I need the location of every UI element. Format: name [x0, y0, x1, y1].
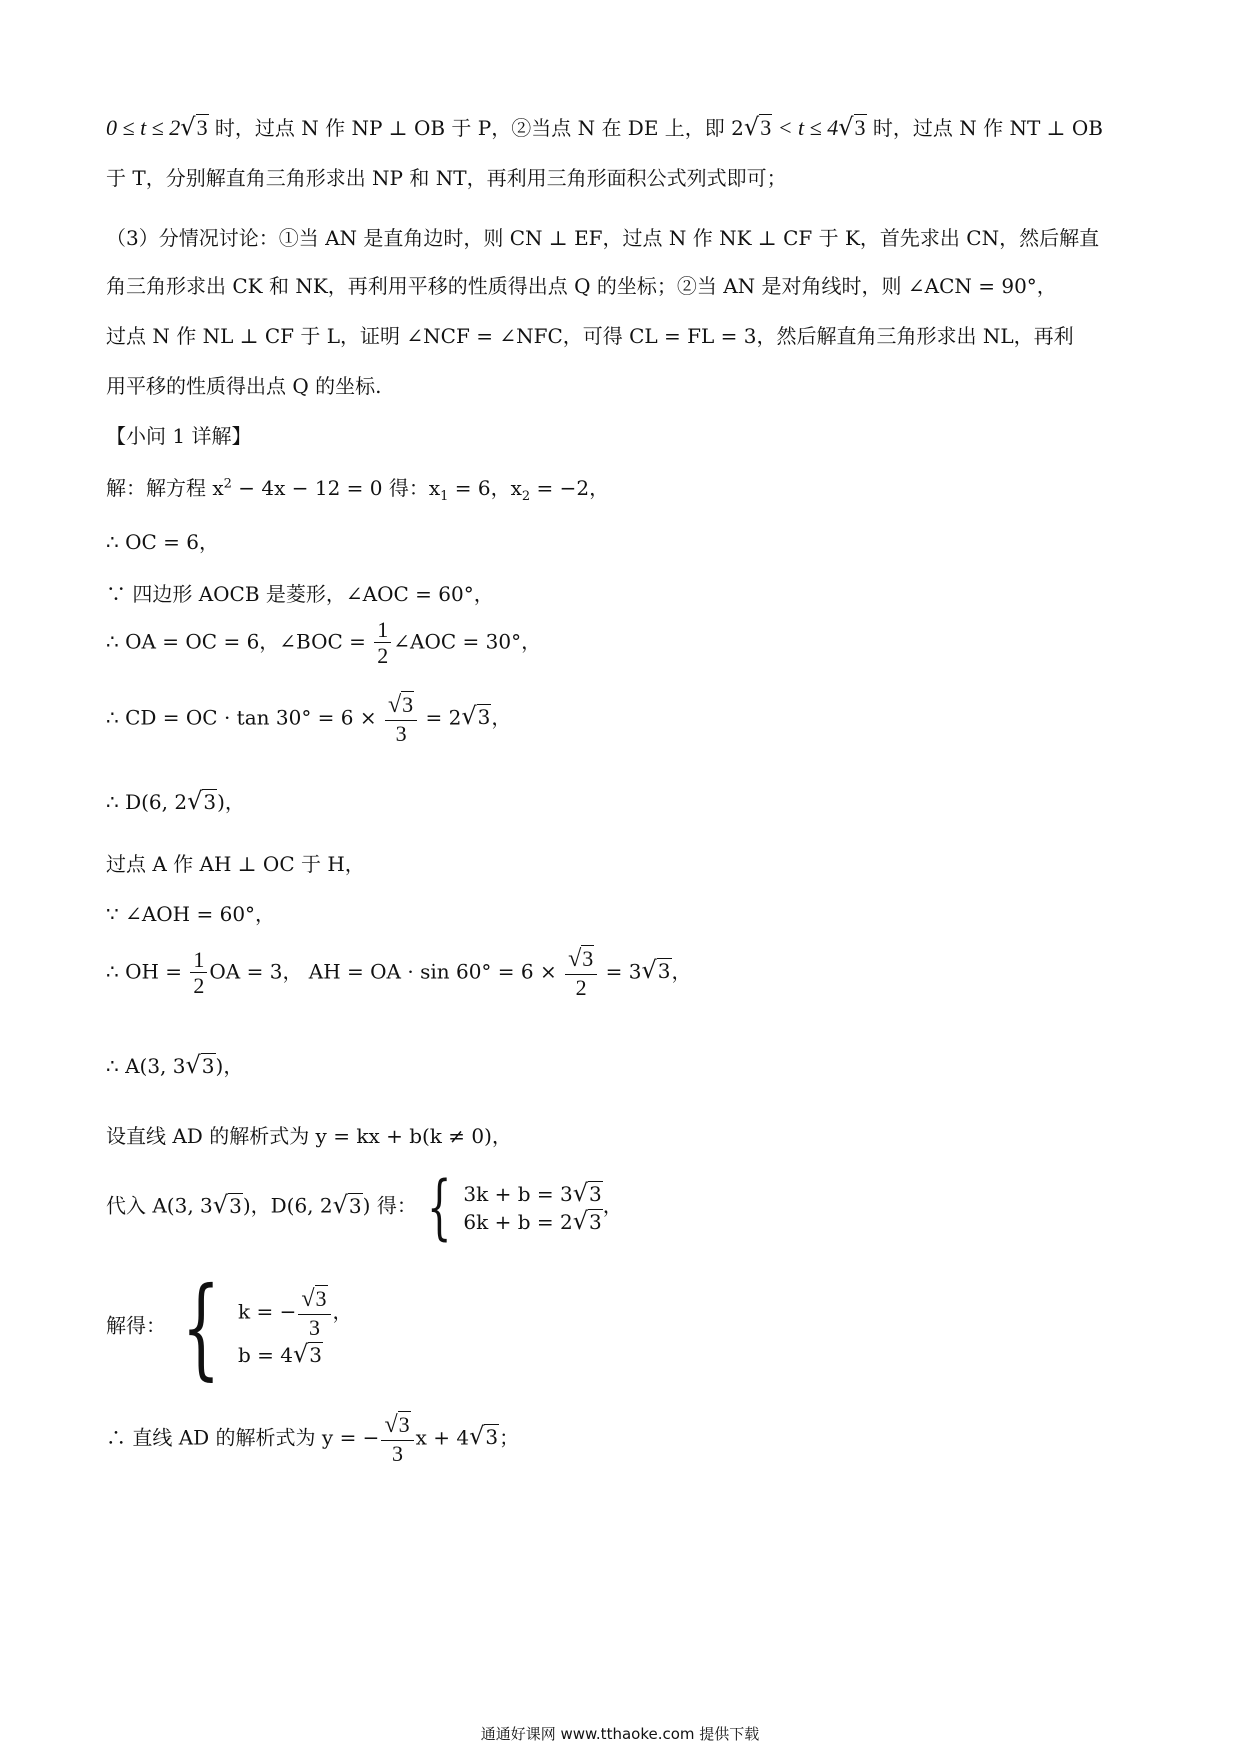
- left-brace-icon: {: [181, 1263, 221, 1391]
- sqrt-symbol: √3: [641, 956, 671, 985]
- solution-line-8: ∵ ∠AOH = 60°，: [106, 902, 276, 926]
- intro-line-1: 0 ≤ t ≤ 2√3 时，过点 N 作 NP ⊥ OB 于 P，②当点 N 在 DE 上，即 2√3 < t ≤ 4√3 时，过点 N 作 NT ⊥ OB: [106, 113, 1103, 141]
- solution-line-12: 代入 A(3, 3√3)，D(6, 2√3) 得： { 3k + b = 3√3 6k + b = 2√3 ，: [106, 1166, 623, 1248]
- solution-system: { k = − $\frac{√3}{3}$ ， b = 4√3: [181, 1263, 353, 1391]
- sqrt-symbol: √3: [461, 702, 491, 731]
- fraction: $\frac{1}{2}$: [190, 947, 207, 999]
- intro-line-5: 过点 N 作 NL ⊥ CF 于 L，证明 ∠NCF = ∠NFC，可得 CL = FL = 3，然后解直角三角形求出 NL，再利: [106, 324, 1074, 348]
- solution-line-4: ∴ OA = OC = 6，∠BOC = $\frac{1}{2}$ ∠AOC = 30°，: [106, 617, 542, 669]
- sqrt-symbol: √3: [838, 113, 866, 141]
- solution-line-5: ∴ CD = OC · tan 30° = 6 × $\frac{√3}{3}$ = 2√3，: [106, 692, 512, 746]
- equation-system: { 3k + b = 3√3 6k + b = 2√3: [426, 1166, 602, 1248]
- solution-line-6: ∴ D(6, 2√3)，: [106, 787, 245, 815]
- solution-line-9: ∴ OH = $\frac{1}{2}$ OA = 3， AH = OA · sin 60° = 6 × $\frac{√3}{2}$ = 3√3，: [106, 946, 692, 1000]
- fraction: $\frac{1}{2}$: [374, 617, 391, 669]
- left-brace-icon: {: [426, 1166, 452, 1248]
- sqrt-symbol: √3: [187, 787, 217, 815]
- sqrt-symbol: √3: [212, 1190, 242, 1219]
- sqrt-symbol: √3: [185, 1051, 215, 1079]
- sqrt-symbol: √3: [332, 1190, 362, 1219]
- page-footer: 通通好课网 www.tthaoke.com 提供下载: [480, 1725, 760, 1743]
- sqrt-symbol: √3: [180, 113, 208, 141]
- fraction: $\frac{√3}{3}$: [385, 692, 417, 746]
- solution-line-3: ∵ 四边形 AOCB 是菱形，∠AOC = 60°，: [106, 582, 494, 606]
- solution-line-7: 过点 A 作 AH ⊥ OC 于 H，: [106, 852, 365, 876]
- solution-line-1: 解：解方程 $x^2 - 4x - 12 = 0$ 得：$x_1 = 6$，$x_2 = -2$，: [106, 476, 610, 504]
- fraction: $\frac{√3}{2}$: [565, 946, 597, 1000]
- intro-line-3: （3）分情况讨论：①当 AN 是直角边时，则 CN ⊥ EF，过点 N 作 NK ⊥ CF 于 K，首先求出 CN，然后解直: [106, 226, 1100, 250]
- sqrt-symbol: √3: [469, 1422, 499, 1451]
- solution-line-2: ∴ OC = 6，: [106, 530, 219, 554]
- section-heading: 【小问 1 详解】: [106, 424, 252, 448]
- solution-line-11: 设直线 AD 的解析式为 y = kx + b(k ≠ 0)，: [106, 1124, 512, 1148]
- solution-line-10: ∴ A(3, 3√3)，: [106, 1051, 244, 1079]
- intro-line-6: 用平移的性质得出点 Q 的坐标.: [106, 374, 382, 398]
- sqrt-symbol: √3: [743, 113, 772, 141]
- intro-line-2: 于 T，分别解直角三角形求出 NP 和 NT，再利用三角形面积公式列式即可；: [106, 166, 787, 190]
- intro-line-4: 角三角形求出 CK 和 NK，再利用平移的性质得出点 Q 的坐标；②当 AN 是对角线时，则 ∠ACN = 90°，: [106, 274, 1057, 298]
- solution-line-14: ∴ 直线 AD 的解析式为 y = − $\frac{√3}{3}$ x + 4√3；: [106, 1412, 520, 1466]
- solution-line-13: 解得： { k = − $\frac{√3}{3}$ ， b = 4√3: [106, 1263, 353, 1391]
- fraction: $\frac{√3}{3}$: [381, 1412, 413, 1466]
